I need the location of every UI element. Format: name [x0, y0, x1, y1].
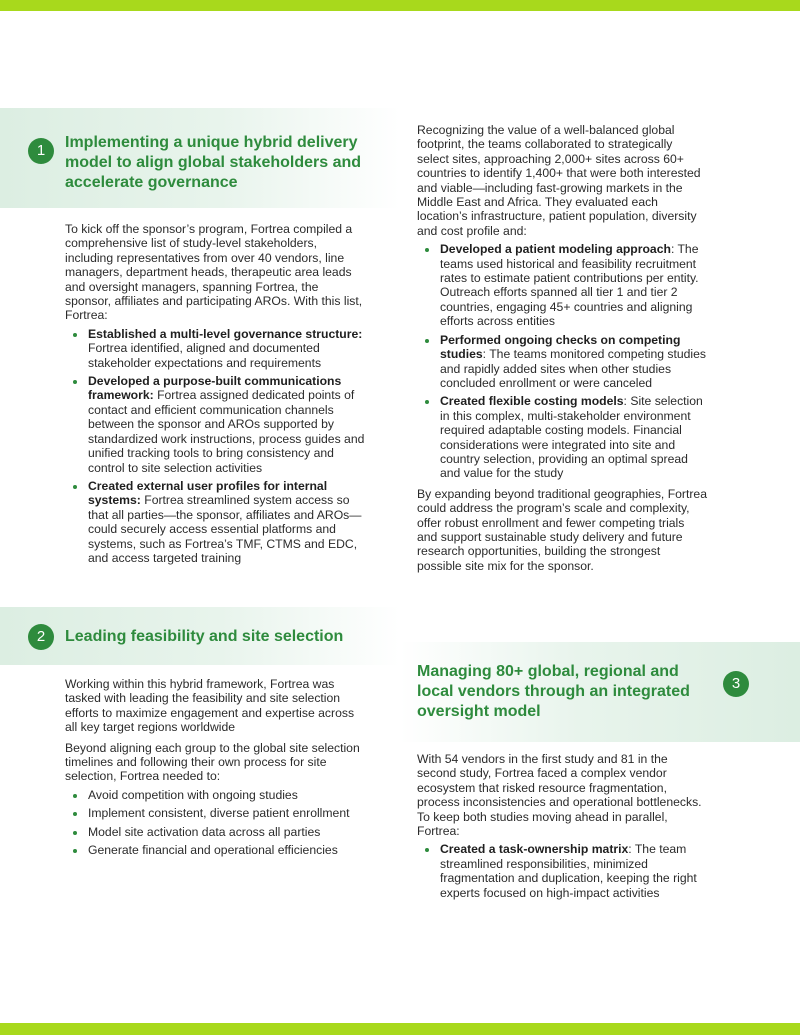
- bullet-title: Established a multi-level governance structure:: [88, 326, 363, 341]
- section3-intro: With 54 vendors in the first study and 81 in the second study, Fortrea faced a complex vendor ecosystem that risked resource fragmentation, process inconsistencies and operational bottlenecks. To keep both studies moving ahead in parallel, Fortrea:: [417, 752, 702, 839]
- section1-heading: Implementing a unique hybrid delivery model to align global stakeholders and accelerate governance: [65, 134, 362, 191]
- bullet-text: : The teams used historical and feasibility recruitment rates to estimate patient contributions per entity. Outreach efforts spanned all tier 1 and tier 2 countries, engaging 45+ countries and aligning efforts across entities: [440, 242, 699, 329]
- list-item: Generate financial and operational efficiencies: [65, 843, 365, 857]
- list-item: [417, 394, 707, 480]
- section3-body: [417, 752, 709, 900]
- section2-para1: Working within this hybrid framework, Fortrea was tasked with leading the feasibility and site selection efforts to maximize engagement and expertise across all key target regions worldwide: [65, 677, 355, 735]
- right-intro: Recognizing the value of a well-balanced global footprint, the teams collaborated to strategically select sites, approaching 2,000+ sites across 60+ countries to identify 1,400+ that were both interested and viable—including fast-growing markets in the Middle East and Africa. They evaluated each location’s infrastructure, patient population, diversity and cost profile and:: [417, 123, 701, 238]
- bullet-title: Developed a patient modeling approach: [440, 242, 671, 257]
- section1-number-badge: 1: [28, 138, 54, 164]
- section2-number-badge: 2: [28, 624, 54, 650]
- bullet-text: : The teams monitored competing studies and rapidly added sites when other studies concluded enrollment or were canceled: [440, 347, 706, 390]
- bullet-text: : Site selection in this complex, multi-stakeholder environment required adaptable costing models. Financial considerations were integrated into site and country selection, providing an optimal spread and value for the study: [440, 394, 703, 481]
- section2-body: [65, 677, 365, 857]
- list-item: [417, 333, 707, 391]
- section2-para2: Beyond aligning each group to the global site selection timelines and following their own process for site selection, Fortrea needed to:: [65, 740, 360, 784]
- list-item: Avoid competition with ongoing studies: [65, 788, 365, 802]
- section3-heading: Managing 80+ global, regional and local vendors through an integrated oversight model: [417, 663, 690, 720]
- section1-bullet-list: [65, 327, 365, 566]
- list-item: [65, 374, 365, 475]
- list-item: Model site activation data across all parties: [65, 825, 365, 839]
- bullet-title: Created flexible costing models: [440, 394, 624, 409]
- bullet-title: Developed a purpose-built communications framework:: [88, 374, 342, 403]
- list-item: Implement consistent, diverse patient enrollment: [65, 806, 365, 820]
- section2-bullet-list: [65, 788, 365, 858]
- bullet-text: Fortrea assigned dedicated points of contact and efficient communication channels between the sponsor and AROs supported by standardized work instructions, process guides and unified tracking tools to bring consistency and control to site selection activities: [88, 388, 365, 475]
- top-accent-bar: [0, 0, 800, 11]
- section1-intro: To kick off the sponsor’s program, Fortrea compiled a comprehensive list of study-level stakeholders, including representatives from over 40 vendors, line managers, department heads, therapeutic area leads and oversight managers, spanning Fortrea, the sponsor, affiliates and participating AROs. With this list, Fortrea:: [65, 222, 363, 323]
- section2-heading: Leading feasibility and site selection: [65, 628, 344, 645]
- right-closing: By expanding beyond traditional geographies, Fortrea could address the program’s scale and complexity, offer robust enrollment and fewer competing trials and support sustainable study delivery and future research opportunities, building the strongest possible site mix for the sponsor.: [417, 486, 707, 573]
- bullet-text: Fortrea identified, aligned and documented stakeholder expectations and requirements: [88, 341, 322, 370]
- bullet-text: Fortrea streamlined system access so that all parties—the sponsor, affiliates and AROs—could securely access essential platforms and systems, such as Fortrea’s TMF, CTMS and EDC, and access targeted training: [88, 493, 362, 565]
- bullet-title: Created external user profiles for internal systems:: [88, 478, 328, 508]
- list-item: [65, 479, 365, 565]
- section3-number-badge: 3: [723, 671, 749, 697]
- bottom-accent-bar: [0, 1023, 800, 1035]
- list-item: [417, 242, 707, 328]
- bullet-title: Created a task-ownership matrix: [440, 842, 629, 857]
- bullet-title: Performed ongoing checks on competing studies: [440, 332, 681, 362]
- right-bullet-list: [417, 242, 707, 481]
- section3-bullet-list: [417, 842, 709, 900]
- section1-body: [65, 222, 365, 565]
- right-column-body: [417, 123, 707, 573]
- bullet-text: : The team streamlined responsibilities, minimized fragmentation and duplication, keeping the right experts focused on high-impact activities: [440, 842, 697, 900]
- list-item: [65, 327, 365, 370]
- list-item: [417, 842, 709, 900]
